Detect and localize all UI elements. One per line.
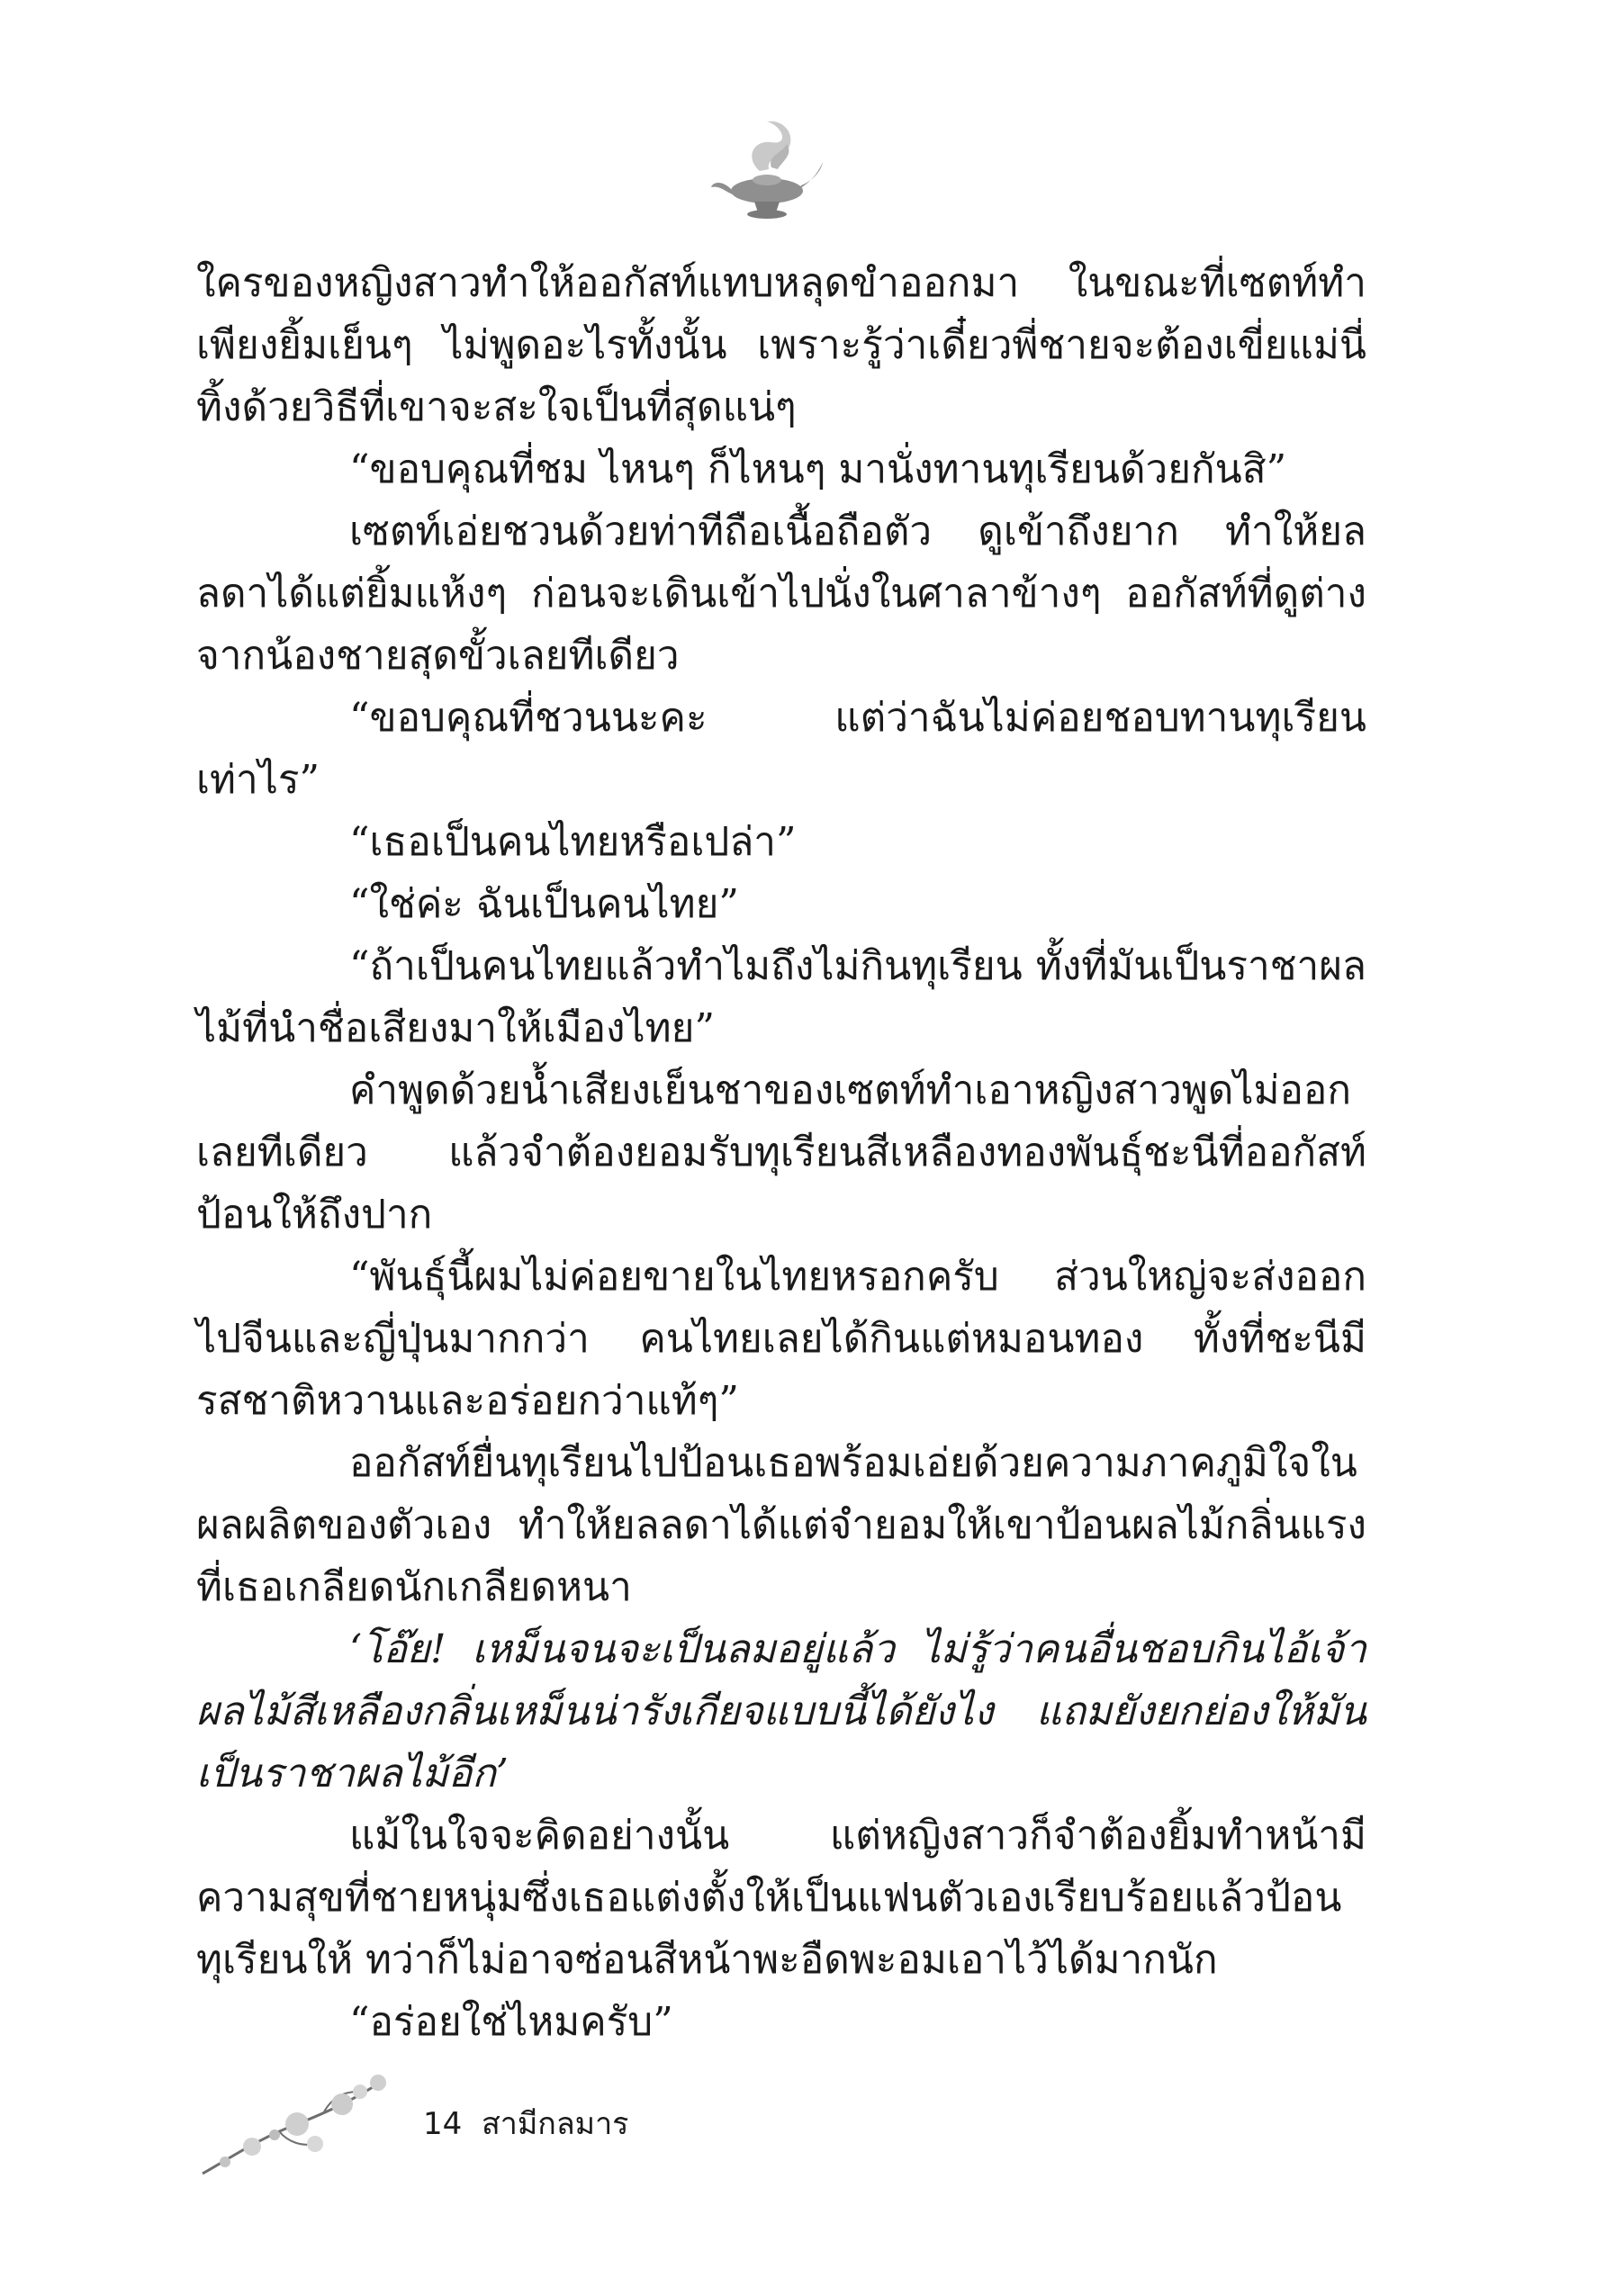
paragraph: แม้ในใจจะคิดอย่างนั้น แต่หญิงสาวก็จำต้องยิ้มทำหน้ามีความสุขที่ชายหนุ่มซึ่งเธอแต่งตั้งให้เป็นแฟนตัวเองเรียบร้อยแล้วป้อนทุเรียนให้ ทว่าก็ไม่อาจซ่อนสีหน้าพะอืดพะอมเอาไว้ได้มากนัก <box>196 1813 1366 1983</box>
paragraph: “ขอบคุณที่ชม ไหนๆ ก็ไหนๆ มานั่งทานทุเรียนด้วยกันสิ” <box>349 446 1287 492</box>
paragraph: “เธอเป็นคนไทยหรือเปล่า” <box>349 819 797 865</box>
paragraph: ออกัสท์ยื่นทุเรียนไปป้อนเธอพร้อมเอ่ยด้วยความภาคภูมิใจในผลผลิตของตัวเอง ทำให้ยลลดาได้แต่จำยอมให้เขาป้อนผลไม้กลิ่นแรงที่เธอเกลียดนักเกลียดหนา <box>196 1440 1366 1610</box>
inner-thought-paragraph: ‘โอ๊ย! เหม็นจนจะเป็นลมอยู่แล้ว ไม่รู้ว่าคนอื่นชอบกินไอ้เจ้าผลไม้สีเหลืองกลิ่นเหม็นน่ารังเกียจแบบนี้ได้ยังไง แถมยังยกย่องให้มันเป็นราชาผลไม้อีก’ <box>196 1626 1366 1796</box>
body-text <box>196 252 1366 2053</box>
page-number: 14 <box>423 2106 463 2142</box>
paragraph: “ใช่ค่ะ ฉันเป็นคนไทย” <box>349 881 739 927</box>
paragraph: ใครของหญิงสาวทำให้ออกัสท์แทบหลุดขำออกมา ในขณะที่เซตท์ทำเพียงยิ้มเย็นๆ ไม่พูดอะไรทั้งนั้น เพราะรู้ว่าเดี๋ยวพี่ชายจะต้องเขี่ยแม่นี่ทิ้งด้วยวิธีที่เขาจะสะใจเป็นที่สุดแน่ๆ <box>196 260 1366 430</box>
paragraph: “ขอบคุณที่ชวนนะคะ แต่ว่าฉันไม่ค่อยชอบทานทุเรียนเท่าไร” <box>196 695 1366 803</box>
magic-lamp-icon <box>704 108 830 234</box>
paragraph: เซตท์เอ่ยชวนด้วยท่าทีถือเนื้อถือตัว ดูเข้าถึงยาก ทำให้ยลลดาได้แต่ยิ้มแห้งๆ ก่อนจะเดินเข้าไปนั่งในศาลาข้างๆ ออกัสท์ที่ดูต่างจากน้องชายสุดขั้วเลยทีเดียว <box>196 509 1366 679</box>
page-footer <box>198 2070 738 2178</box>
blossom-branch-icon <box>198 2070 396 2178</box>
paragraph: “ถ้าเป็นคนไทยแล้วทำไมถึงไม่กินทุเรียน ทั้งที่มันเป็นราชาผลไม้ที่นำชื่อเสียงมาให้เมืองไทย” <box>196 943 1366 1051</box>
paragraph: “อร่อยใช่ไหมครับ” <box>349 1999 673 2045</box>
paragraph: คำพูดด้วยน้ำเสียงเย็นชาของเซตท์ทำเอาหญิงสาวพูดไม่ออกเลยทีเดียว แล้วจำต้องยอมรับทุเรียนสีเหลืองทองพันธุ์ชะนีที่ออกัสท์ป้อนให้ถึงปาก <box>196 1067 1366 1238</box>
paragraph: “พันธุ์นี้ผมไม่ค่อยขายในไทยหรอกครับ ส่วนใหญ่จะส่งออกไปจีนและญี่ปุ่นมากกว่า คนไทยเลยได้กินแต่หมอนทอง ทั้งที่ชะนีมีรสชาติหวานและอร่อยกว่าแท้ๆ” <box>196 1254 1366 1424</box>
book-title: สามีกลมาร <box>482 2106 629 2142</box>
